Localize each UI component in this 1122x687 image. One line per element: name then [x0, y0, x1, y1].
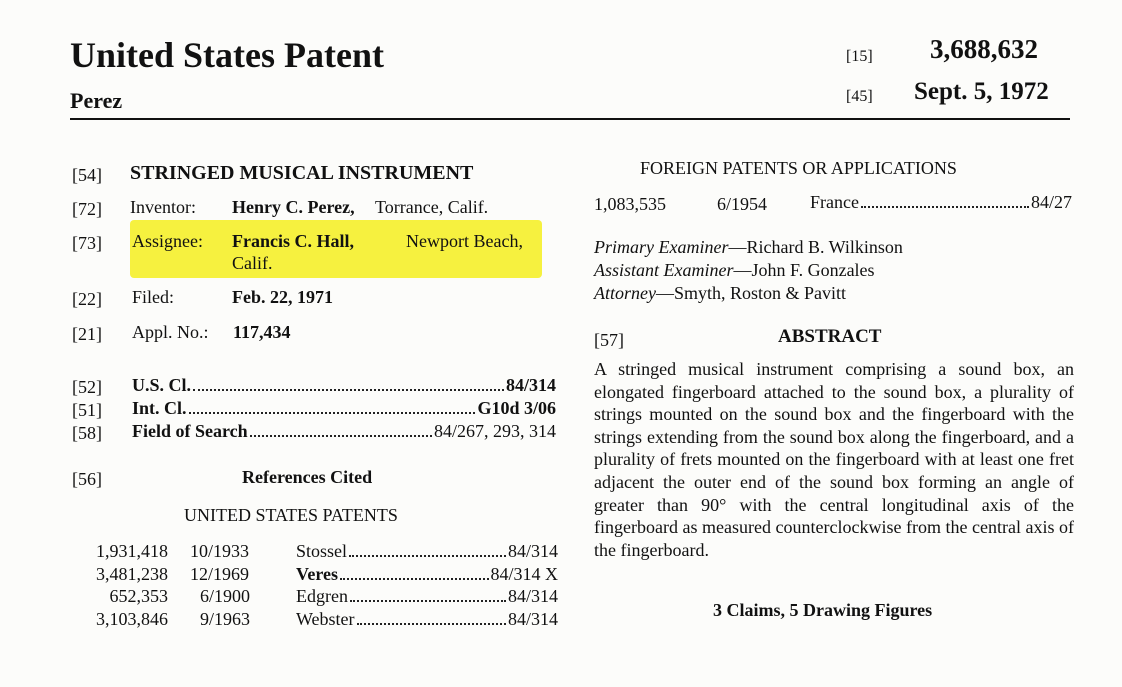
inventor-name: Henry C. Perez,	[232, 197, 355, 217]
foreign-patent-class: 84/27	[1030, 192, 1072, 212]
abstract-title: ABSTRACT	[778, 326, 882, 347]
patent-number: 3,688,632	[930, 34, 1038, 64]
class-label: Int. Cl.	[132, 398, 187, 418]
primary-examiner-label: Primary Examiner	[594, 237, 729, 257]
ref-patent-class: 84/314	[507, 541, 558, 561]
attorney-name: —Smyth, Roston & Pavitt	[655, 283, 847, 303]
table-row	[296, 541, 558, 562]
class-label: Field of Search	[132, 421, 248, 441]
ref-patent-number: 1,931,418	[96, 541, 168, 561]
assignee-name: Francis C. Hall,	[232, 231, 354, 251]
references-code: [56]	[72, 469, 102, 489]
dot-leader	[340, 578, 489, 580]
dot-leader	[357, 623, 506, 625]
field-of-search-row	[132, 421, 556, 442]
ref-patent-name: Stossel	[296, 541, 348, 561]
class-value: 84/314	[505, 375, 556, 395]
claims-summary: 3 Claims, 5 Drawing Figures	[713, 600, 933, 620]
dot-leader	[193, 389, 504, 391]
foreign-patent-date: 6/1954	[717, 194, 768, 214]
references-title: References Cited	[242, 467, 373, 487]
invention-title: STRINGED MUSICAL INSTRUMENT	[130, 162, 474, 184]
ref-patent-name: Webster	[296, 609, 355, 629]
table-row	[296, 609, 558, 630]
assignee-place: Newport Beach,	[406, 231, 523, 251]
ref-patent-date: 9/1963	[200, 609, 251, 629]
class-value: G10d 3/06	[477, 398, 556, 418]
us-patents-title: UNITED STATES PATENTS	[184, 505, 398, 525]
ref-patent-class: 84/314 X	[490, 564, 558, 584]
dot-leader	[189, 412, 476, 414]
title-code: [54]	[72, 165, 102, 185]
dot-leader	[861, 206, 1029, 208]
table-row	[810, 192, 1072, 213]
foreign-patent-number: 1,083,535	[594, 194, 666, 214]
table-row	[296, 564, 558, 585]
us-class-row	[132, 375, 556, 396]
inventor-surname: Perez	[70, 88, 123, 113]
patent-number-code: [15]	[846, 48, 873, 65]
ref-patent-date: 12/1969	[190, 564, 250, 584]
attorney	[594, 283, 846, 304]
assistant-examiner-label: Assistant Examiner	[594, 260, 734, 280]
ref-patent-number: 3,103,846	[96, 609, 168, 629]
ref-patent-date: 6/1900	[200, 586, 251, 606]
assistant-examiner-name: —John F. Gonzales	[733, 260, 875, 280]
patent-date-code: [45]	[846, 88, 873, 105]
filed-code: [22]	[72, 289, 102, 309]
appl-code: [21]	[72, 324, 102, 344]
abstract-text: A stringed musical instrument comprising a sound box, an elongated fingerboard attached to the sound box, a plurality of strings mounted on the sound box and the fingerboard with the strings extending from the sound box along the fingerboard, and a plurality of frets mounted on the fingerboard with at least one fret adjacent the outer end of the sound box forming an angle of greater than 90° with the central longitudinal axis of the fingerboard as measured counterclockwise from the central axis of the fingerboard.	[594, 359, 1074, 560]
int-class-row	[132, 398, 556, 419]
ref-patent-name: Veres	[296, 564, 338, 584]
primary-examiner	[594, 237, 903, 258]
primary-examiner-name: —Richard B. Wilkinson	[728, 237, 903, 257]
class-value: 84/267, 293, 314	[433, 421, 556, 441]
class-code: [58]	[72, 423, 102, 443]
dot-leader	[250, 435, 432, 437]
patent-heading: United States Patent	[70, 35, 384, 75]
inventor-place: Torrance, Calif.	[375, 197, 489, 217]
dot-leader	[349, 555, 506, 557]
appl-label: Appl. No.:	[132, 322, 209, 342]
assignee-label: Assignee:	[132, 231, 203, 251]
foreign-patents-title: FOREIGN PATENTS OR APPLICATIONS	[640, 158, 957, 178]
inventor-label: Inventor:	[130, 197, 196, 217]
ref-patent-date: 10/1933	[190, 541, 250, 561]
class-code: [52]	[72, 377, 102, 397]
patent-date: Sept. 5, 1972	[914, 78, 1049, 105]
dot-leader	[350, 600, 506, 602]
header-rule	[70, 118, 1070, 120]
assignee-place-line2: Calif.	[232, 253, 273, 273]
foreign-patent-country: France	[810, 192, 859, 212]
appl-number: 117,434	[233, 322, 291, 342]
assignee-code: [73]	[72, 233, 102, 253]
filed-label: Filed:	[132, 287, 175, 307]
table-row	[296, 586, 558, 607]
class-label: U.S. Cl.	[132, 375, 192, 395]
ref-patent-number: 3,481,238	[96, 564, 168, 584]
inventor-code: [72]	[72, 199, 102, 219]
assistant-examiner	[594, 260, 875, 281]
attorney-label: Attorney	[594, 283, 656, 303]
class-code: [51]	[72, 400, 102, 420]
filed-date: Feb. 22, 1971	[232, 287, 333, 307]
ref-patent-number: 652,353	[109, 586, 168, 606]
ref-patent-class: 84/314	[507, 609, 558, 629]
abstract-code: [57]	[594, 330, 624, 350]
ref-patent-class: 84/314	[507, 586, 558, 606]
ref-patent-name: Edgren	[296, 586, 348, 606]
